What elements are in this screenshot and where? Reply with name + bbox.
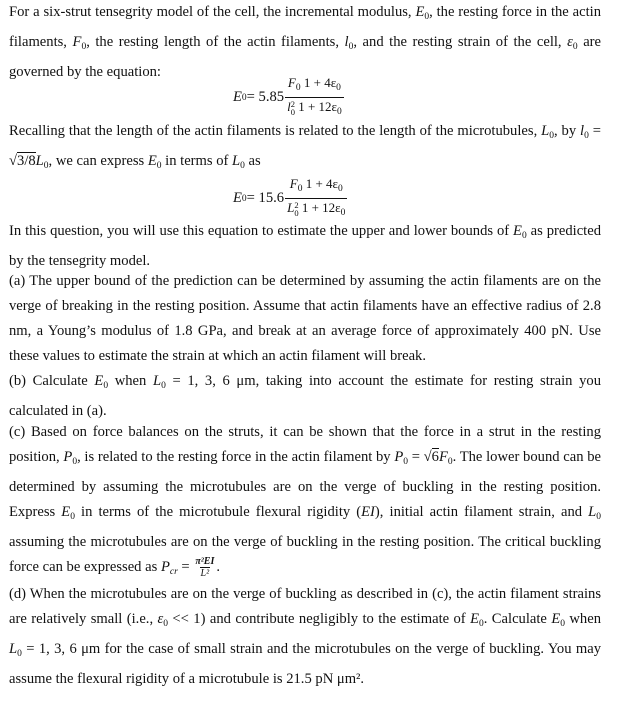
part-c-text: assuming the microtubules are on the verge of buckling in the resting position. The critical buckling force can be expressed as (9, 534, 601, 575)
equals-sign: = (407, 449, 424, 465)
l0-symbol: L (541, 123, 550, 139)
e0-symbol: E (513, 223, 522, 239)
subscript: 0 (43, 161, 49, 171)
question-intro-text: as predicted by the tensegrity model. (9, 223, 601, 269)
subscript: 0 (103, 381, 109, 391)
epsilon-symbol: ε (157, 611, 164, 627)
sqrt-body: 6 (431, 449, 439, 465)
buckling-numerator: π²EI (195, 556, 215, 568)
eq1-coefficient: = 5.85 (246, 89, 285, 105)
equals-sign: = (588, 123, 601, 139)
l0-symbol: l (580, 123, 585, 139)
buckling-fraction (194, 556, 215, 579)
part-b-text: when (108, 373, 153, 389)
subscript: 0 (560, 619, 565, 629)
l0-symbol: L (35, 153, 44, 169)
intro-text: , and the resting strain of the cell, (353, 34, 568, 50)
eq2-fraction (285, 176, 347, 221)
eq2-numerator: $F_0$ $1 + 4\varepsilon_0$ (289, 176, 343, 194)
recall-text: Recalling that the length of the actin filaments is related to the length of the microtubules, (9, 123, 542, 139)
recall-text: as (244, 153, 261, 169)
pcr-symbol: P (160, 559, 170, 575)
part-d-text: when (564, 611, 601, 627)
eq2-denominator: L 2 0 $1 + 12\varepsilon_0$ (285, 198, 347, 221)
e0-symbol: E (470, 611, 479, 627)
part-a-text: (a) The upper bound of the prediction can be determined by assuming the actin filaments are on the verge of breaking in the resting position. Assume that actin filaments have an effective radius of 2.8 nm, a Young’s modulus of 1.8 GPa, and break at an average force of approximately 400 pN. Use these values to estimate the strain at which an actin filament will break. (9, 273, 601, 364)
subscript: cr (169, 567, 178, 577)
intro-text: , the resting force in the actin filaments, (9, 4, 601, 50)
part-c-text: (c) Based on force balances on the struts, it can be shown that the force in a strut in the resting position, (9, 424, 601, 465)
intro-text: are governed by the equation: (9, 34, 602, 80)
part-d-text: = 1, 3, 6 μm for the case of small strain and the microtubules on the verge of buckling. You may assume the flexural rigidity of a microtubule is 21.5 pN μm². (9, 641, 601, 687)
part-d-paragraph (9, 582, 601, 692)
sqrt-sign: √ (423, 449, 432, 465)
part-b-text: (b) Calculate (9, 373, 95, 389)
subscript: 0 (241, 193, 247, 204)
subscript: 0 (72, 457, 78, 467)
subscript: 0 (241, 92, 247, 103)
eq1-lhs: E (233, 89, 242, 105)
eq2-lhs: E (233, 190, 242, 206)
subscript: 0 (161, 381, 166, 391)
recall-text: in terms of (161, 153, 233, 169)
buckling-denominator: L² (200, 568, 210, 580)
e0-symbol: E (551, 611, 561, 627)
l0-symbol: l (344, 34, 349, 50)
p0-symbol: P (394, 449, 404, 465)
e0-symbol: E (94, 373, 104, 389)
subscript: 0 (156, 161, 162, 171)
p0-symbol: P (63, 449, 73, 465)
subscript: 0 (584, 131, 589, 141)
question-intro-text: In this question, you will use this equation to estimate the upper and lower bounds of (9, 223, 514, 239)
part-c-text: . (216, 559, 220, 575)
part-c-text: in terms of the microtubule flexural rigidity ( (74, 504, 362, 520)
question-intro-paragraph (9, 219, 601, 274)
eq2-coefficient: = 15.6 (246, 190, 285, 206)
subscript: 0 (348, 42, 354, 52)
sqrt-sign: √ (9, 153, 18, 169)
part-d-text: << 1) and contribute negligibly to the estimate of (168, 611, 471, 627)
f0-symbol: F (72, 34, 82, 50)
part-d-text: . Calculate (483, 611, 552, 627)
e0-symbol: E (415, 4, 425, 20)
l0-symbol: L (232, 153, 241, 169)
part-a-paragraph (9, 269, 601, 369)
subscript: 0 (424, 12, 430, 22)
equation-1 (233, 75, 345, 120)
f0-symbol: F (438, 449, 448, 465)
epsilon-symbol: ε (567, 34, 573, 50)
intro-text: , the resting length of the actin filaments, (86, 34, 345, 50)
l0-symbol: L (152, 373, 162, 389)
sqrt-body: 3/8 (17, 153, 36, 169)
subscript: 0 (596, 512, 601, 522)
e0-symbol: E (61, 504, 71, 520)
part-d-text: (d) When the microtubules are on the verge of buckling as described in (c), the actin filament strains are relatively small (i.e., (9, 586, 601, 627)
e0-symbol: E (147, 153, 157, 169)
eq1-fraction (285, 75, 344, 120)
subscript: 0 (521, 231, 527, 241)
subscript: 0 (572, 42, 578, 52)
subscript: 0 (240, 161, 245, 171)
intro-paragraph (9, 0, 601, 85)
part-b-paragraph (9, 369, 601, 424)
subscript: 0 (163, 619, 169, 629)
subscript: 0 (17, 649, 22, 659)
recall-paragraph (9, 119, 601, 179)
subscript: 0 (81, 42, 87, 52)
subscript: 0 (70, 512, 75, 522)
subscript: 0 (549, 131, 554, 141)
equals-sign: = (177, 559, 194, 575)
eq1-numerator: $F_0$ $1 + 4\varepsilon_0$ (287, 75, 341, 93)
part-c-paragraph (9, 420, 601, 585)
l0-symbol: L (9, 641, 18, 657)
l0-symbol: L (588, 504, 597, 520)
recall-text: , by (554, 123, 581, 139)
recall-text: , we can express (48, 153, 148, 169)
equation-2 (233, 176, 348, 221)
part-c-text: ), initial actin filament strain, and (374, 504, 589, 520)
ei-symbol: EI (361, 504, 375, 520)
part-b-text: = 1, 3, 6 μm, taking into account the estimate for resting strain you calculated in (a). (9, 373, 601, 419)
subscript: 0 (447, 457, 453, 467)
subscript: 0 (479, 619, 484, 629)
part-c-text: . The lower bound can be determined by assuming the microtubules are on the verge of buckling in the resting position. Express (9, 449, 601, 520)
eq1-denominator: l 2 0 $1 + 12\varepsilon_0$ (285, 97, 344, 120)
subscript: 0 (403, 457, 408, 467)
intro-text: For a six-strut tensegrity model of the cell, the incremental modulus, (9, 4, 416, 20)
part-c-text: , is related to the resting force in the actin filament by (77, 449, 395, 465)
